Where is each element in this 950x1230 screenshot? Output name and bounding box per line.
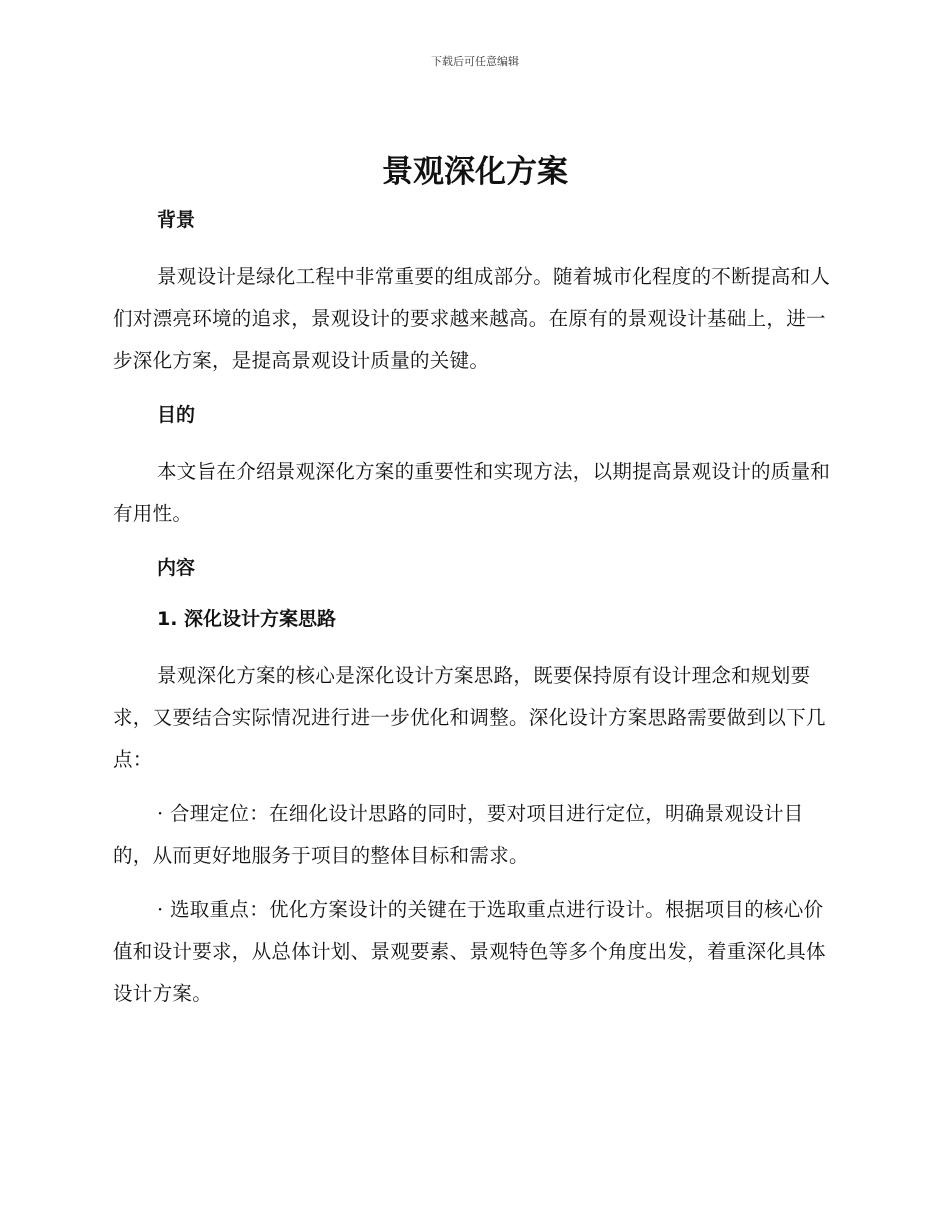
section-heading-content: 内容 (157, 557, 196, 579)
document-title: 景观深化方案 (382, 154, 568, 190)
section-heading-purpose: 目的 (157, 404, 196, 426)
background-paragraph: 景观设计是绿化工程中非常重要的组成部分。随着城市化程度的不断提高和人们对漂亮环境的追求，景观设计的要求越来越高。在原有的景观设计基础上，进一步深化方案，是提高景观设计质量的关键。 (113, 265, 831, 372)
list-item: · 选取重点：优化方案设计的关键在于选取重点进行设计。根据项目的核心价值和设计要求，从总体计划、景观要素、景观特色等多个角度出发，着重深化具体设计方案。 (113, 898, 826, 1005)
design-approach-paragraph: 景观深化方案的核心是深化设计方案思路，既要保持原有设计理念和规划要求，又要结合实际情况进行进一步优化和调整。深化设计方案思路需要做到以下几点： (113, 664, 826, 771)
list-item: · 合理定位：在细化设计思路的同时，要对项目进行定位，明确景观设计目的，从而更好地服务于项目的整体目标和需求。 (113, 802, 804, 867)
header-note: 下载后可任意编辑 (431, 55, 519, 68)
section-heading-background: 背景 (157, 209, 196, 231)
document-body (113, 202, 837, 1015)
subsection-heading-design-approach: 1. 深化设计方案思路 (157, 608, 337, 630)
purpose-paragraph: 本文旨在介绍景观深化方案的重要性和实现方法，以期提高景观设计的质量和有用性。 (113, 460, 831, 525)
